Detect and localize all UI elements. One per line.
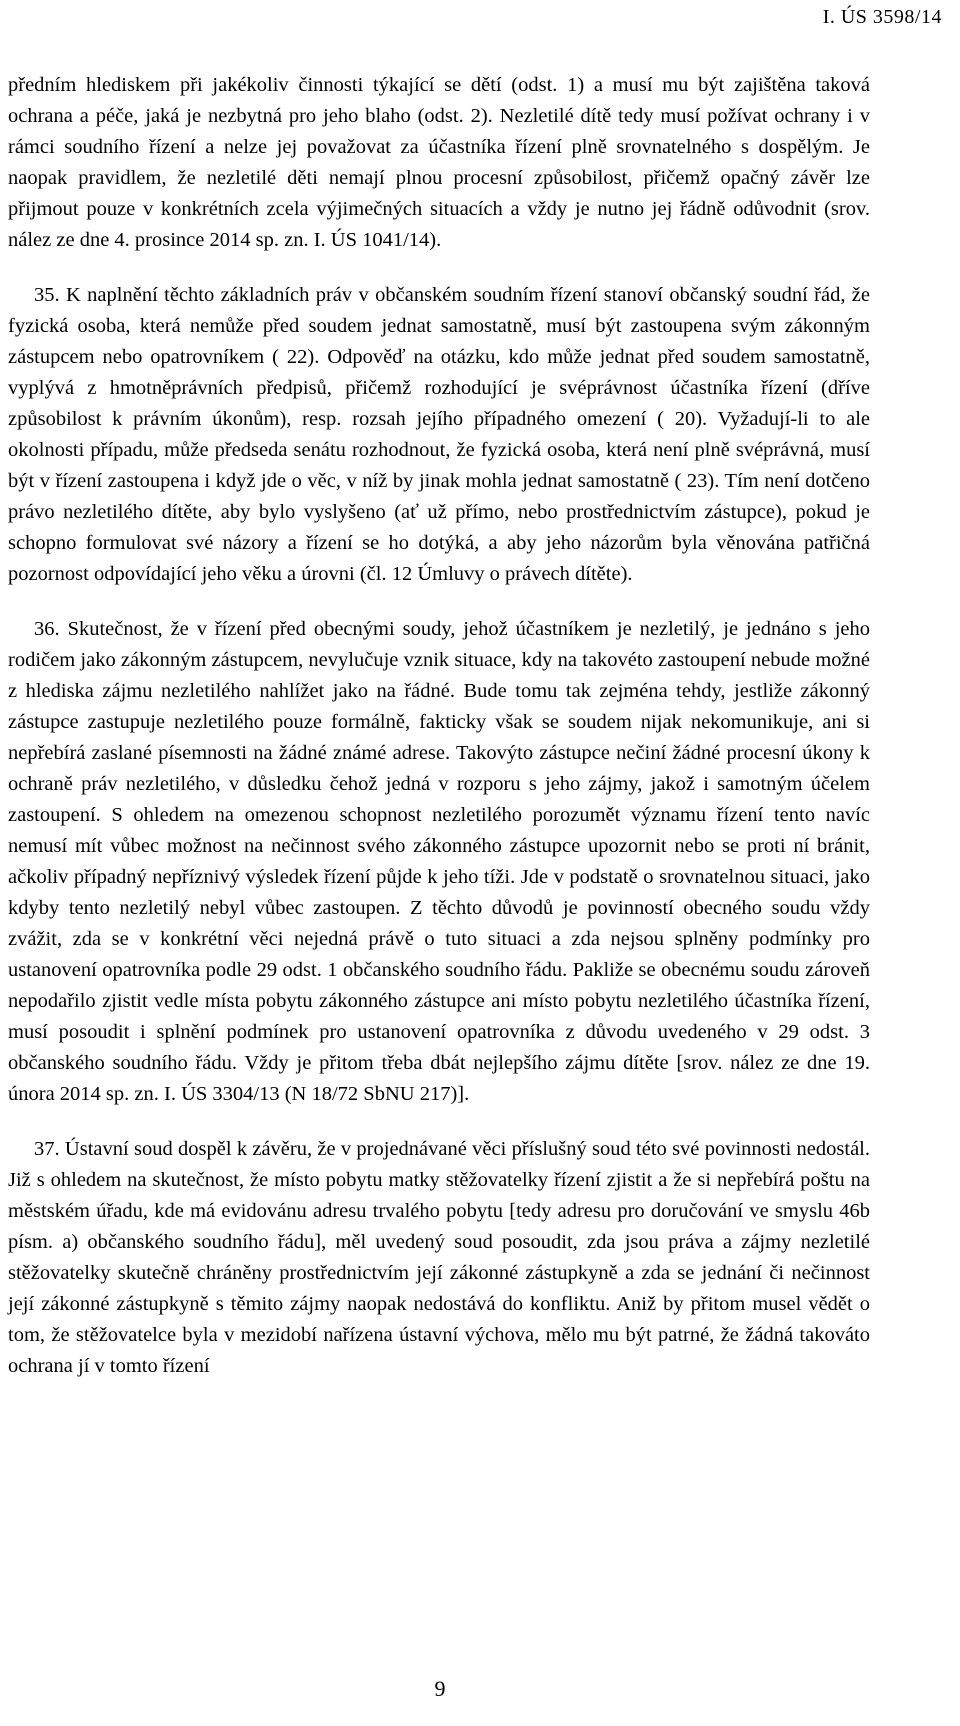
document-body xyxy=(8,70,870,1382)
paragraph-number: 37. xyxy=(34,1138,60,1160)
paragraph-35 xyxy=(8,280,870,590)
page-number: 9 xyxy=(434,1676,446,1701)
paragraph-continued xyxy=(8,70,870,256)
paragraph-number: 35. xyxy=(34,284,60,306)
paragraph-text: Skutečnost, že v řízení před obecnými soudy, jehož účastníkem je nezletilý, je jednáno s jeho rodičem jako zákonným zástupcem, nevylučuje vznik situace, kdy na takovéto zastoupení nebude možné z hlediska zájmu nezletilého nahlížet jako na řádné. Bude tomu tak zejména tehdy, jestliže zákonný zástupce zastupuje nezletilého pouze formálně, fakticky však se soudem nijak nekomunikuje, ani si nepřebírá zaslané písemnosti na žádné známé adrese. Takovýto zástupce nečiní žádné procesní úkony k ochraně práv nezletilého, v důsledku čehož jedná v rozporu s jeho zájmy, jakož i samotným účelem zastoupení. S ohledem na omezenou schopnost nezletilého porozumět významu řízení tento navíc nemusí mít vůbec možnost na nečinnost svého zákonného zástupce upozornit nebo se proti ní bránit, ačkoliv případný nepříznivý výsledek řízení půjde k jeho tíži. Jde v podstatě o srovnatelnou situaci, jako kdyby tento nezletilý nebyl vůbec zastoupen. Z těchto důvodů je povinností obecného soudu vždy zvážit, zda se v konkrétní věci nejedná právě o tuto situaci a zda nejsou splněny podmínky pro ustanovení opatrovníka podle 29 odst. 1 občanského soudního řádu. Pakliže se obecnému soudu zároveň nepodařilo zjistit vedle místa pobytu zákonného zástupce ani místo pobytu nezletilého účastníka řízení, musí posoudit i splnění podmínek pro ustanovení opatrovníka z důvodu uvedeného v 29 odst. 3 občanského soudního řádu. Vždy je přitom třeba dbát nejlepšího zájmu dítěte [srov. nález ze dne 19. února 2014 sp. zn. I. ÚS 3304/13 (N 18/72 SbNU 217)]. xyxy=(8,618,870,1105)
paragraph-36 xyxy=(8,614,870,1110)
paragraph-text: K naplnění těchto základních práv v občanském soudním řízení stanoví občanský soudní řád, že fyzická osoba, která nemůže před soudem jednat samostatně, musí být zastoupena svým zákonným zástupcem nebo opatrovníkem ( 22). Odpověď na otázku, kdo může jednat před soudem samostatně, vyplývá z hmotněprávních předpisů, přičemž rozhodující je svéprávnost účastníka řízení (dříve způsobilost k právním úkonům), resp. rozsah jejího případného omezení ( 20). Vyžadují-li to ale okolnosti případu, může předseda senátu rozhodnout, že fyzická osoba, která není plně svéprávná, musí být v řízení zastoupena i když jde o věc, v níž by jinak mohla jednat samostatně ( 23). Tím není dotčeno právo nezletilého dítěte, aby bylo vyslyšeno (ať už přímo, nebo prostřednictvím zástupce), pokud je schopno formulovat své názory a řízení se ho dotýká, a aby jeho názorům byla věnována patřičná pozornost odpovídající jeho věku a úrovni (čl. 12 Úmluvy o právech dítěte). xyxy=(8,284,871,585)
paragraph-37 xyxy=(8,1134,870,1382)
paragraph-number: 36. xyxy=(34,618,60,640)
paragraph-text: Ústavní soud dospěl k závěru, že v projednávané věci příslušný soud této své povinnosti nedostál. Již s ohledem na skutečnost, že místo pobytu matky stěžovatelky řízení zjistit a že si nepřebírá poštu na městském úřadu, kde má evidovánu adresu trvalého pobytu [tedy adresu pro doručování ve smyslu 46b písm. a) občanského soudního řádu], měl uvedený soud posoudit, zda jsou práva a zájmy nezletilé stěžovatelky skutečně chráněny prostřednictvím její zákonné zástupkyně a zda se jednání či nečinnost její zákonné zástupkyně s těmito zájmy naopak nedostává do konfliktu. Aniž by přitom musel vědět o tom, že stěžovatelce byla v mezidobí nařízena ústavní výchova, mělo mu být patrné, že žádná takováto ochrana jí v tomto řízení xyxy=(8,1138,870,1377)
paragraph-text: předním hlediskem při jakékoliv činnosti týkající se dětí (odst. 1) a musí mu být zajištěna taková ochrana a péče, jaká je nezbytná pro jeho blaho (odst. 2). Nezletilé dítě tedy musí požívat ochrany i v rámci soudního řízení a nelze jej považovat za účastníka řízení plně srovnatelného s dospělým. Je naopak pravidlem, že nezletilé děti nemají plnou procesní způsobilost, přičemž opačný závěr lze přijmout pouze v konkrétních zcela výjimečných situacích a vždy je nutno jej řádně odůvodnit (srov. nález ze dne 4. prosince 2014 sp. zn. I. ÚS 1041/14). xyxy=(8,74,870,251)
case-reference: I. ÚS 3598/14 xyxy=(822,6,942,28)
